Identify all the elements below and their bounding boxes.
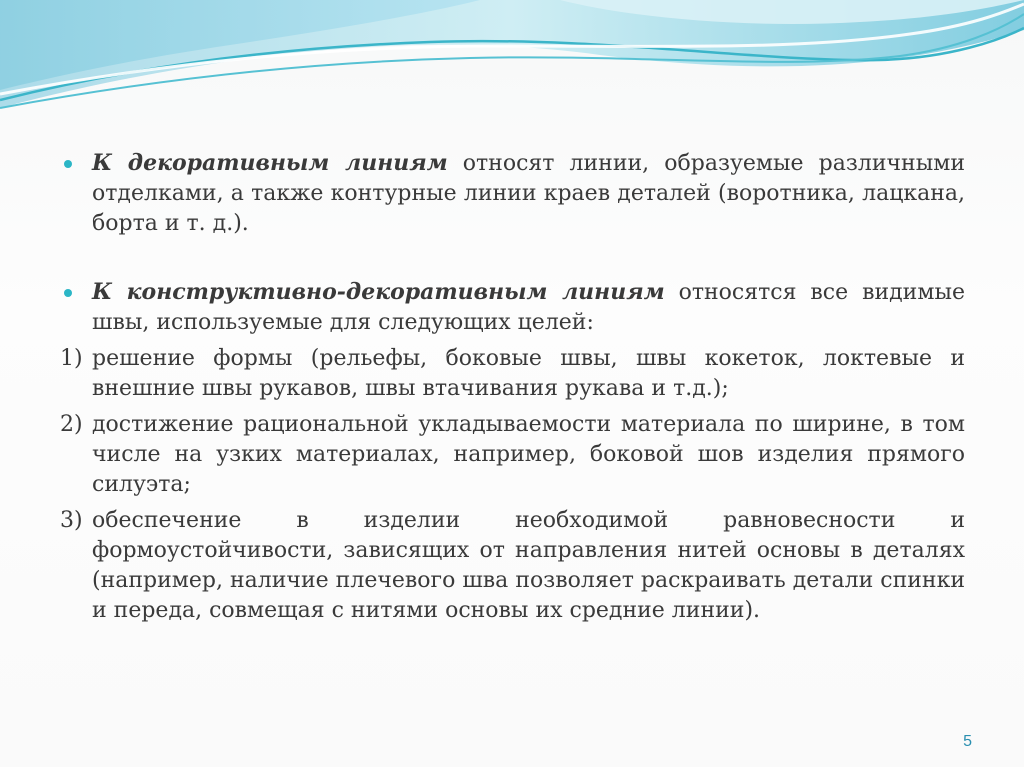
item-marker: 2) (60, 412, 83, 437)
item-marker: 1) (60, 346, 83, 371)
item-text: достижение рациональной укладываемости материала по ширине, в том числе на узких материалах, например, боковой шов изделия прямого силуэта; (92, 412, 965, 497)
item-word: в (296, 508, 309, 533)
page-number: 5 (963, 733, 972, 750)
numbered-item-1 (60, 344, 965, 404)
bullet-text: относят линии, образуемые различными отделками, а также контурные линии краев деталей (воротника, лацкана, борта и т. д.). (92, 151, 965, 236)
item-marker: 3) (60, 508, 83, 533)
numbered-item-3 (60, 506, 965, 626)
item-word: обеспечение (92, 508, 242, 533)
bullet-emphasis: К декоративным линиям (92, 150, 448, 176)
bullet-emphasis: К конструктивно-декоративным линиям (92, 279, 665, 305)
bullet-dot-icon (64, 160, 72, 168)
numbered-item-2 (60, 410, 965, 500)
item-word: изделии (363, 508, 461, 533)
bullet-text: относятся все видимые швы, используемые для следующих целей: (92, 280, 965, 335)
header-wave-decoration (0, 0, 1024, 125)
bullet-dot-icon (64, 289, 72, 297)
item-word: необходимой (515, 508, 669, 533)
item-first-line (92, 506, 965, 536)
item-text: решение формы (рельефы, боковые швы, швы кокеток, локтевые и внешние швы рукавов, швы втачивания рукава и т.д.); (92, 346, 965, 401)
bullet-decorative-lines (60, 148, 965, 239)
slide-content (60, 148, 965, 626)
item-word: и (950, 508, 965, 533)
item-word: равновесности (723, 508, 896, 533)
bullet-constructive-decorative-lines (60, 277, 965, 338)
item-text: формоустойчивости, зависящих от направления нитей основы в деталях (например, наличие плечевого шва позволяет раскраивать детали спинки и переда, совмещая с нитями основы их средние линии). (92, 538, 965, 623)
